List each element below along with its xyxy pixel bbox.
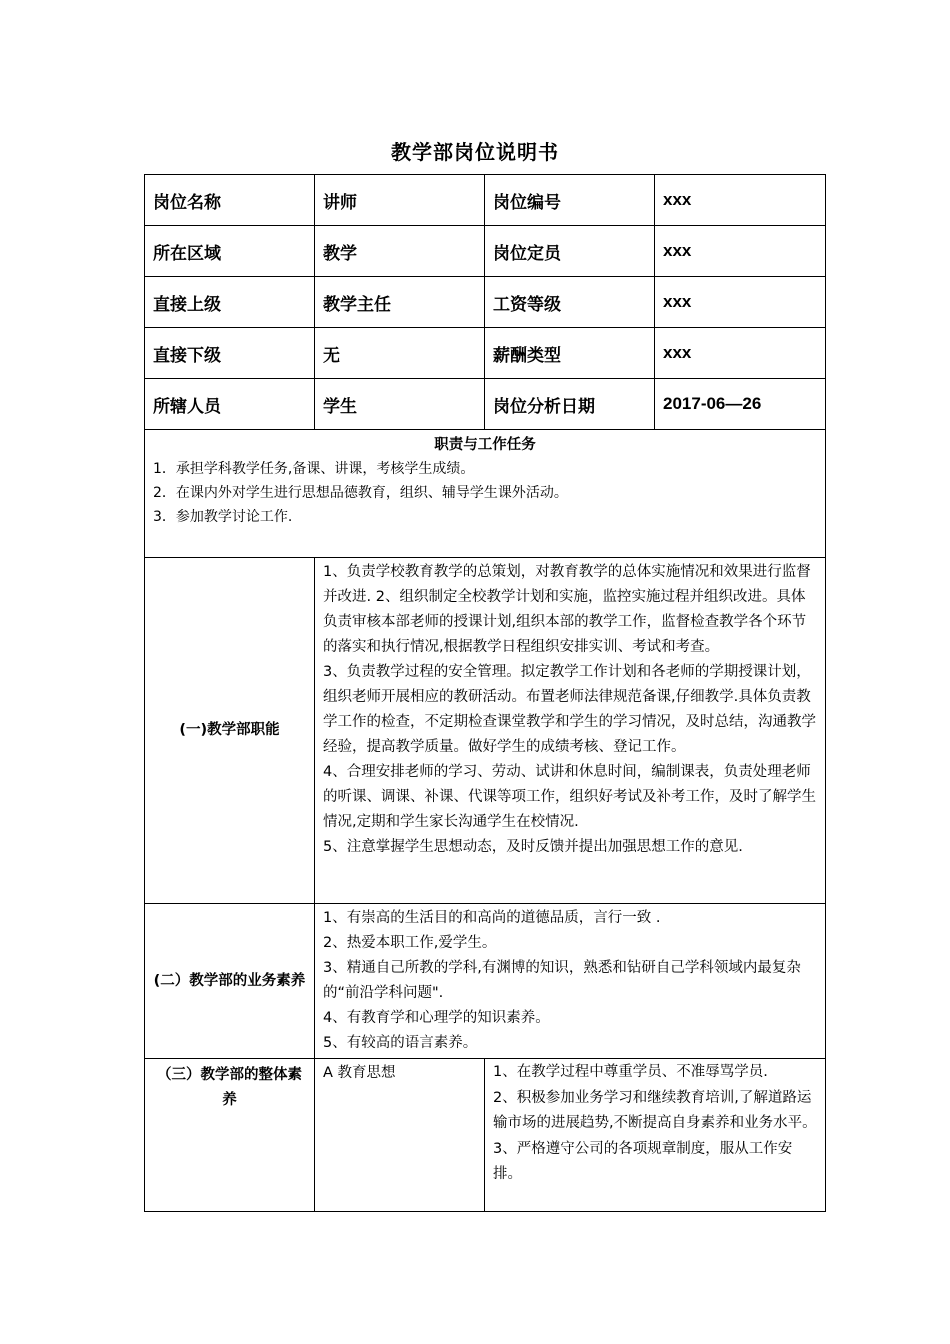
- info-value: xxx: [655, 277, 826, 328]
- section-paragraph: 3、负责教学过程的安全管理。拟定教学工作计划和各老师的学期授课计划，组织老师开展相应的教研活动。布置老师法律规范备课,仔细教学.具体负责教学工作的检查，不定期检查课堂教学和学生的学习情况，及时总结，沟通教学经验，提高教学质量。做好学生的成绩考核、登记工作。: [323, 664, 816, 755]
- section-paragraph: 5、注意掌握学生思想动态，及时反馈并提出加强思想工作的意见.: [323, 839, 743, 855]
- info-value: 教学主任: [315, 277, 485, 328]
- section-paragraph: 1、在教学过程中尊重学员、不准辱骂学员.: [493, 1064, 768, 1080]
- section-row: [145, 1059, 826, 1212]
- duty-item: 3．参加教学讨论工作.: [153, 509, 293, 525]
- info-value: 教学: [315, 226, 485, 277]
- info-row: [145, 379, 826, 430]
- info-value: xxx: [655, 226, 826, 277]
- info-label: 岗位名称: [145, 175, 315, 226]
- section-content: [315, 558, 826, 904]
- info-label: 岗位分析日期: [485, 379, 655, 430]
- info-label: 所辖人员: [145, 379, 315, 430]
- info-label: 直接上级: [145, 277, 315, 328]
- duty-item: 1．承担学科教学任务,备课、讲课，考核学生成绩。: [153, 461, 475, 477]
- info-value: 2017-06—26: [655, 379, 826, 430]
- section-label: (二）教学部的业务素养: [145, 904, 315, 1059]
- section-sub-label: A 教育思想: [315, 1059, 485, 1212]
- section-paragraph: 5、有较高的语言素养。: [323, 1035, 478, 1051]
- section-paragraph: 3、严格遵守公司的各项规章制度，服从工作安排。: [493, 1140, 793, 1183]
- section-content: [315, 904, 826, 1059]
- section-paragraph: 2、热爱本职工作,爱学生。: [323, 935, 497, 951]
- job-description-table: [144, 174, 826, 1212]
- info-value: 讲师: [315, 175, 485, 226]
- section-paragraph: 1、有崇高的生活目的和高尚的道德品质，言行一致 .: [323, 910, 661, 926]
- info-label: 直接下级: [145, 328, 315, 379]
- section-paragraph: 4、合理安排老师的学习、劳动、试讲和休息时间，编制课表，负责处理老师的听课、调课、补课、代课等项工作，组织好考试及补考工作，及时了解学生情况,定期和学生家长沟通学生在校情况.: [323, 764, 816, 830]
- section-content: [485, 1059, 826, 1212]
- info-row: [145, 226, 826, 277]
- duty-item: 2．在课内外对学生进行思想品德教育，组织、辅导学生课外活动。: [153, 485, 568, 501]
- info-value: xxx: [655, 175, 826, 226]
- section-paragraph: 2、积极参加业务学习和继续教育培训,了解道路运输市场的进展趋势,不断提高自身素养和业务水平。: [493, 1089, 817, 1132]
- info-row: [145, 175, 826, 226]
- section-row: [145, 904, 826, 1059]
- info-row: [145, 277, 826, 328]
- section-paragraph: 3、精通自己所教的学科,有渊博的知识，熟悉和钻研自己学科领域内最复杂的“前沿学科问题".: [323, 960, 801, 1001]
- info-label: 薪酬类型: [485, 328, 655, 379]
- section-row: [145, 558, 826, 904]
- info-label: 工资等级: [485, 277, 655, 328]
- info-value: 学生: [315, 379, 485, 430]
- duties-title: 职责与工作任务: [434, 437, 536, 453]
- duties-row: [145, 430, 826, 558]
- info-value: 无: [315, 328, 485, 379]
- section-paragraph: 1、负责学校教育教学的总策划，对教育教学的总体实施情况和效果进行监督并改进. 2、组织制定全校教学计划和实施，监控实施过程并组织改进。具体负责审核本部老师的授课计划,组织本部的教学工作，监督检查教学各个环节的落实和执行情况,根据教学日程组织安排实训、考试和考查。: [323, 564, 811, 655]
- page-title: 教学部岗位说明书: [391, 140, 559, 164]
- section-label: (一)教学部职能: [145, 558, 315, 904]
- info-label: 岗位定员: [485, 226, 655, 277]
- section-label: （三）教学部的整体素养: [145, 1059, 315, 1212]
- info-label: 所在区域: [145, 226, 315, 277]
- section-paragraph: 4、有教育学和心理学的知识素养。: [323, 1010, 550, 1026]
- duties-cell: [145, 430, 826, 558]
- info-row: [145, 328, 826, 379]
- info-value: xxx: [655, 328, 826, 379]
- info-label: 岗位编号: [485, 175, 655, 226]
